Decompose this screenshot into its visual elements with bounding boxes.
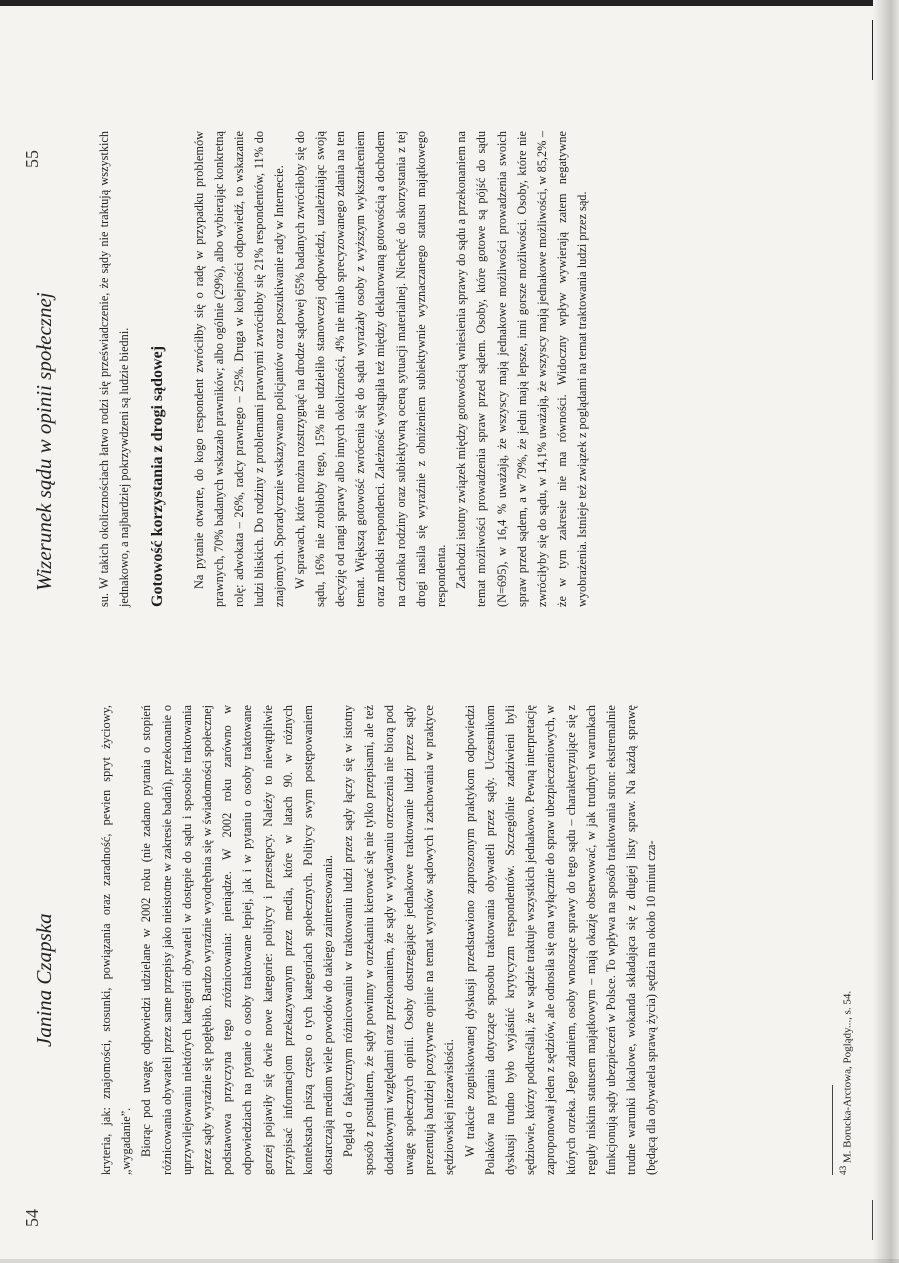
paragraph: Pogląd o faktycznym różnicowaniu w traktowaniu ludzi przez sądy łączy się w istotny sposób z postulatem, że sądy powinny w orzekaniu kierować się nie tylko przepisami, ale też dodatkowymi względami oraz przekonaniem, że sądy w wydawaniu orzeczenia nie biorą pod uwagę społecznych opinii. Osoby dostrzegające jednakowe traktowanie ludzi przez sądy prezentują bardziej pozytywne opinie na temat wyroków sądowych i zachowania w praktyce sędziowskiej niezawisłości. bbox=[341, 705, 457, 1175]
page-number: 55 bbox=[22, 150, 42, 168]
paragraph: W sprawach, które można rozstrzygnąć na drodze sądowej 65% badanych zwróciłoby się do sądu, 16% nie zrobiłoby tego, 15% nie udzieliło stanowczej odpowiedzi, uzależniając swoją decyzję od rangi sprawy albo innych okoliczności, 4% nie miało sprecyzowanego zdania na ten temat. Większą gotowość zwrócenia się do sądu wyrażały osoby z wyższym wykształceniem oraz młodsi respondenci. Zależność wystąpiła też między deklarowaną gotowością a dochodem na członka rodziny oraz subiektywną oceną sytuacji materialnej. Niechęć do skorzystania z tej drogi nasila się wyraźnie z obniżeniem subiektywnie wyznaczanego statusu majątkowego respondenta. bbox=[292, 131, 449, 607]
page-54 bbox=[0, 635, 899, 1263]
section-title: Gotowość korzystania z drogi sądowej bbox=[149, 345, 167, 607]
paragraph: Biorąc pod uwagę odpowiedzi udzielane w 2002 roku (nie zadano pytania o stopień różnicowania obywateli przez same przepisy jako nieistotne w zakresie badań), przekonanie o uprzywilejowaniu niektórych kategorii obywateli w dostępie do sądu i sposobie traktowania przez sądy wyraźnie się pogłębiło. Bardzo wyraźnie wyodrębnia się w świadomości społecznej podstawowa przyczyna tego zróżnicowania: pieniądze. W 2002 roku zarówno w odpowiedziach na pytanie o osoby traktowane lepiej, jak i w pytaniu o osoby traktowane gorzej pojawiły się dwie nowe kategorie: politycy i przestępcy. Należy to niewątpliwie przypisać informacjom przekazywanym przez media, które w latach 90. w różnych kontekstach piszą często o tych kategoriach społecznych. Politycy swym postępowaniem dostarczają mediom wiele powodów do takiego zainteresowania. bbox=[139, 705, 336, 1175]
paragraph: kryteria, jak: znajomości, stosunki, powiązania oraz zaradność, pewien spryt życiowy, „wygadanie”. bbox=[99, 705, 134, 1175]
page-edge bbox=[0, 1259, 899, 1263]
running-head: Wizerunek sądu w opinii społecznej bbox=[32, 292, 56, 591]
footnote-number: 43 bbox=[838, 1165, 848, 1175]
body-text bbox=[94, 131, 593, 607]
paragraph: W trakcie zogniskowanej dyskusji przedstawiono zaproszonym praktykom odpowiedzi Polaków na pytania dotyczące sposobu traktowania obywateli przez sądy. Uczestnikom dyskusji trudno było wyjaśnić krytycyzm respondentów. Szczególnie zadziwieni byli sędziowie, którzy podkreślali, że w sądzie traktuje wszystkich jednakowo. Pewną interpretację zaproponował jeden z sędziów, ale odnosiła się ona wyłącznie do spraw ubezpieczeniowych, w których orzeka. Jego zdaniem, osoby wnoszące sprawy do tego sądu – charakteryzujące się z reguły niskim statusem majątkowym – mają okazję obserwować, w jak trudnych warunkach funkcjonują sądy ubezpieczeń w Polsce. To wpływa na sposób traktowania stron: ekstremalnie trudne warunki lokalowe, wokanda składająca się z długiej listy spraw. Na każdą sprawę (będącą dla obywatela sprawą życia) sędzia ma około 10 minut cza- bbox=[462, 705, 659, 1175]
footnote-text: M. Borucka-Arctowa, Poglądy..., s. 54. bbox=[841, 990, 854, 1164]
paragraph: Zachodzi istotny związek między gotowością wniesienia sprawy do sądu a przekonaniem na temat możliwości prowadzenia spraw przed sądem. Osoby, które gotowe są pójść do sądu (N=695), w 16,4 % uważają, że wszyscy mają jednakowe możliwości prowadzenia swoich spraw przed sądem, a w 79%, że jedni mają lepsze, inni gorsze możliwości. Osoby, które nie zwróciłyby się do sądu, w 14,1% uważają, że wszyscy mają jednakowe możliwości, w 85,2% – że w tym zakresie nie ma równości. Widoczny wpływ wywierają zatem negatywne wyobrażenia. Istnieje też związek z poglądami na temat traktowania ludzi przez sąd. bbox=[454, 131, 590, 607]
page-number: 54 bbox=[22, 1209, 42, 1227]
paragraph: su. W takich okolicznościach łatwo rodzi się przeświadczenie, że sądy nie traktują wszystkich jednakowo, a najbardziej pokrzywdzeni są ludzie biedni. bbox=[97, 131, 132, 607]
running-head: Janina Czapska bbox=[32, 913, 56, 1047]
paragraph: Na pytanie otwarte, do kogo respondent zwróciłby się o radę w przypadku problemów prawnych, 70% badanych wskazało prawników; albo ogólnie (29%), albo wybierając konkretną rolę: adwokata – 26%, radcy prawnego – 25%. Druga w kolejności odpowiedź, to wskazanie ludzi bliskich. Do rodziny z problemami prawnymi zwróciłoby się 21% respondentów, 11% do znajomych. Sporadycznie wskazywano policjantów oraz poszukiwanie rady w Internecie. bbox=[191, 131, 287, 607]
body-text bbox=[96, 705, 662, 1175]
footnote bbox=[838, 991, 854, 1175]
footnote-rule bbox=[832, 1085, 833, 1175]
